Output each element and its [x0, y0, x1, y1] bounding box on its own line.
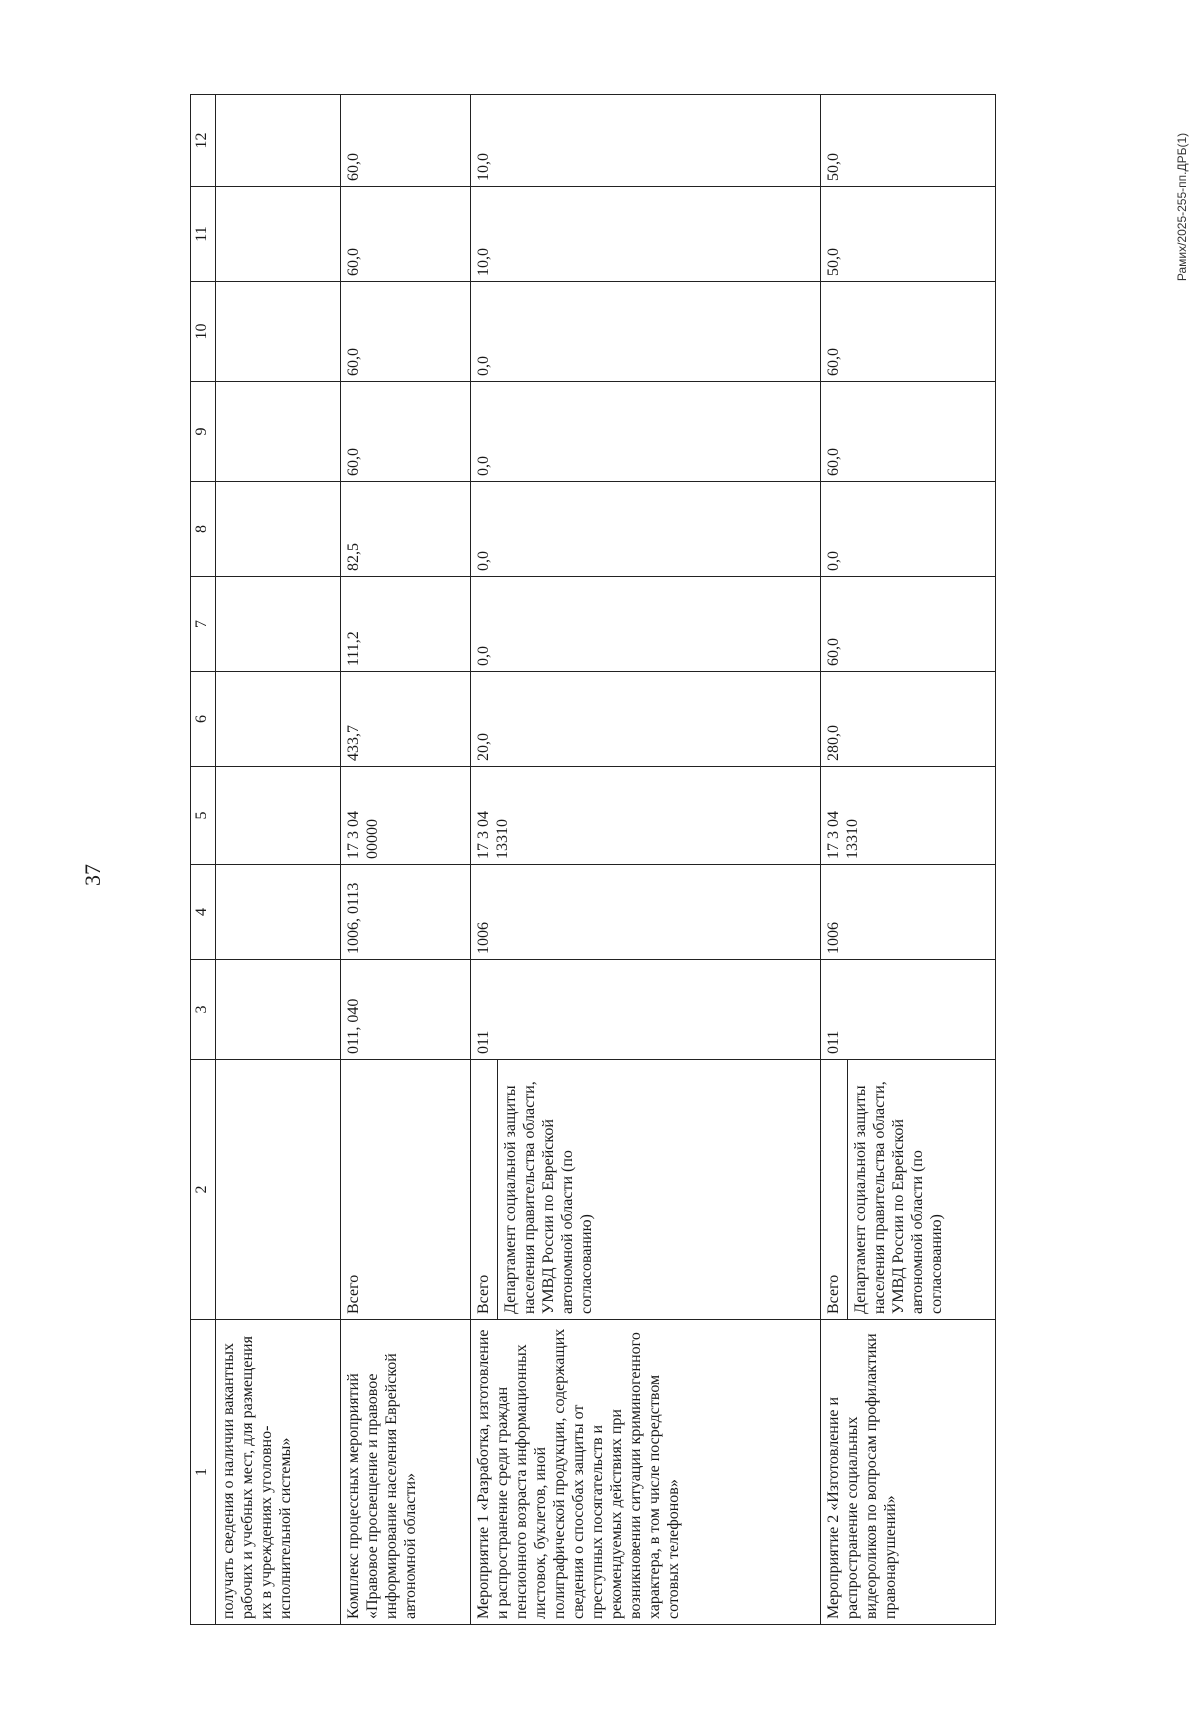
header-cell: 6 [191, 672, 216, 767]
header-cell: 1 [191, 1320, 216, 1625]
cell-responsible: Всего [341, 1060, 471, 1320]
cell-value [216, 95, 341, 187]
cell-description: Мероприятие 2 «Изготовление и распространение социальных видеороликов по вопросам профилактики правонарушений» [821, 1320, 996, 1625]
cell-value: 82,5 [341, 482, 471, 577]
cell-value: 0,0 [471, 482, 821, 577]
cell-value: 280,0 [821, 672, 996, 767]
cell-value: 20,0 [471, 672, 821, 767]
table-row [216, 95, 341, 1625]
header-cell: 8 [191, 482, 216, 577]
cell-description: Мероприятие 1 «Разработка, изготовление и распространение среди граждан пенсионного возраста информационных листовок, буклетов, иной полиграфической продукции, содержащих сведения о способах защиты от преступных посягательств и рекомендуемых действиях при возникновении ситуации криминогенного характера, в том числе посредством сотовых телефонов» [471, 1320, 821, 1625]
rotated-table-container [190, 95, 1090, 1625]
cell-csr: 17 3 04 13310 [471, 767, 821, 865]
cell-value: 60,0 [341, 282, 471, 382]
cell-responsible [216, 1060, 341, 1320]
header-cell: 4 [191, 865, 216, 960]
header-row [191, 95, 216, 1625]
cell-value: 60,0 [821, 282, 996, 382]
cell-csr: 17 3 04 13310 [821, 767, 996, 865]
cell-executor: Департамент социальной защиты населения правительства области, УМВД России по Еврейской автономной области (по согласованию) [497, 1060, 596, 1319]
cell-value [216, 672, 341, 767]
cell-value [216, 187, 341, 282]
cell-grbs: 011, 040 [341, 960, 471, 1060]
cell-value: 0,0 [471, 577, 821, 672]
cell-value: 50,0 [821, 95, 996, 187]
cell-rzpr: 1006, 0113 [341, 865, 471, 960]
budget-table [190, 94, 996, 1625]
cell-value: 60,0 [341, 382, 471, 482]
cell-total-label: Всего [475, 1274, 492, 1314]
cell-value: 0,0 [471, 282, 821, 382]
cell-value: 0,0 [821, 482, 996, 577]
header-cell: 11 [191, 187, 216, 282]
cell-value [216, 382, 341, 482]
cell-value: 0,0 [471, 382, 821, 482]
cell-value: 10,0 [471, 187, 821, 282]
cell-value [216, 577, 341, 672]
document-code: Рамих/2025-255-пп.ДРБ(1) [1175, 132, 1190, 282]
cell-value: 60,0 [821, 382, 996, 482]
page-number: 37 [80, 864, 105, 886]
cell-description: Комплекс процессных мероприятий «Правовое просвещение и правовое информирование населения Еврейской автономной области» [341, 1320, 471, 1625]
cell-value: 50,0 [821, 187, 996, 282]
header-cell: 3 [191, 960, 216, 1060]
table-row [821, 95, 996, 1625]
cell-value [216, 482, 341, 577]
cell-executor: Департамент социальной защиты населения правительства области, УМВД России по Еврейской автономной области (по согласованию) [847, 1060, 946, 1319]
cell-csr: 17 3 04 00000 [341, 767, 471, 865]
cell-responsible [821, 1060, 996, 1320]
header-cell: 12 [191, 95, 216, 187]
cell-description: получать сведения о наличии вакантных рабочих и учебных мест, для размещения их в учреждениях уголовно-исполнительной системы» [216, 1320, 341, 1625]
cell-value [216, 282, 341, 382]
cell-value: 10,0 [471, 95, 821, 187]
cell-rzpr [216, 865, 341, 960]
cell-csr [216, 767, 341, 865]
cell-total-label: Всего [825, 1274, 842, 1314]
header-cell: 9 [191, 382, 216, 482]
table-row [341, 95, 471, 1625]
cell-value: 433,7 [341, 672, 471, 767]
cell-grbs: 011 [471, 960, 821, 1060]
header-cell: 7 [191, 577, 216, 672]
cell-value: 60,0 [341, 187, 471, 282]
header-cell: 10 [191, 282, 216, 382]
cell-value: 111,2 [341, 577, 471, 672]
cell-responsible [471, 1060, 821, 1320]
table-row [471, 95, 821, 1625]
cell-rzpr: 1006 [821, 865, 996, 960]
cell-value: 60,0 [821, 577, 996, 672]
cell-value: 60,0 [341, 95, 471, 187]
header-cell: 5 [191, 767, 216, 865]
header-cell: 2 [191, 1060, 216, 1320]
cell-rzpr: 1006 [471, 865, 821, 960]
cell-grbs [216, 960, 341, 1060]
cell-grbs: 011 [821, 960, 996, 1060]
